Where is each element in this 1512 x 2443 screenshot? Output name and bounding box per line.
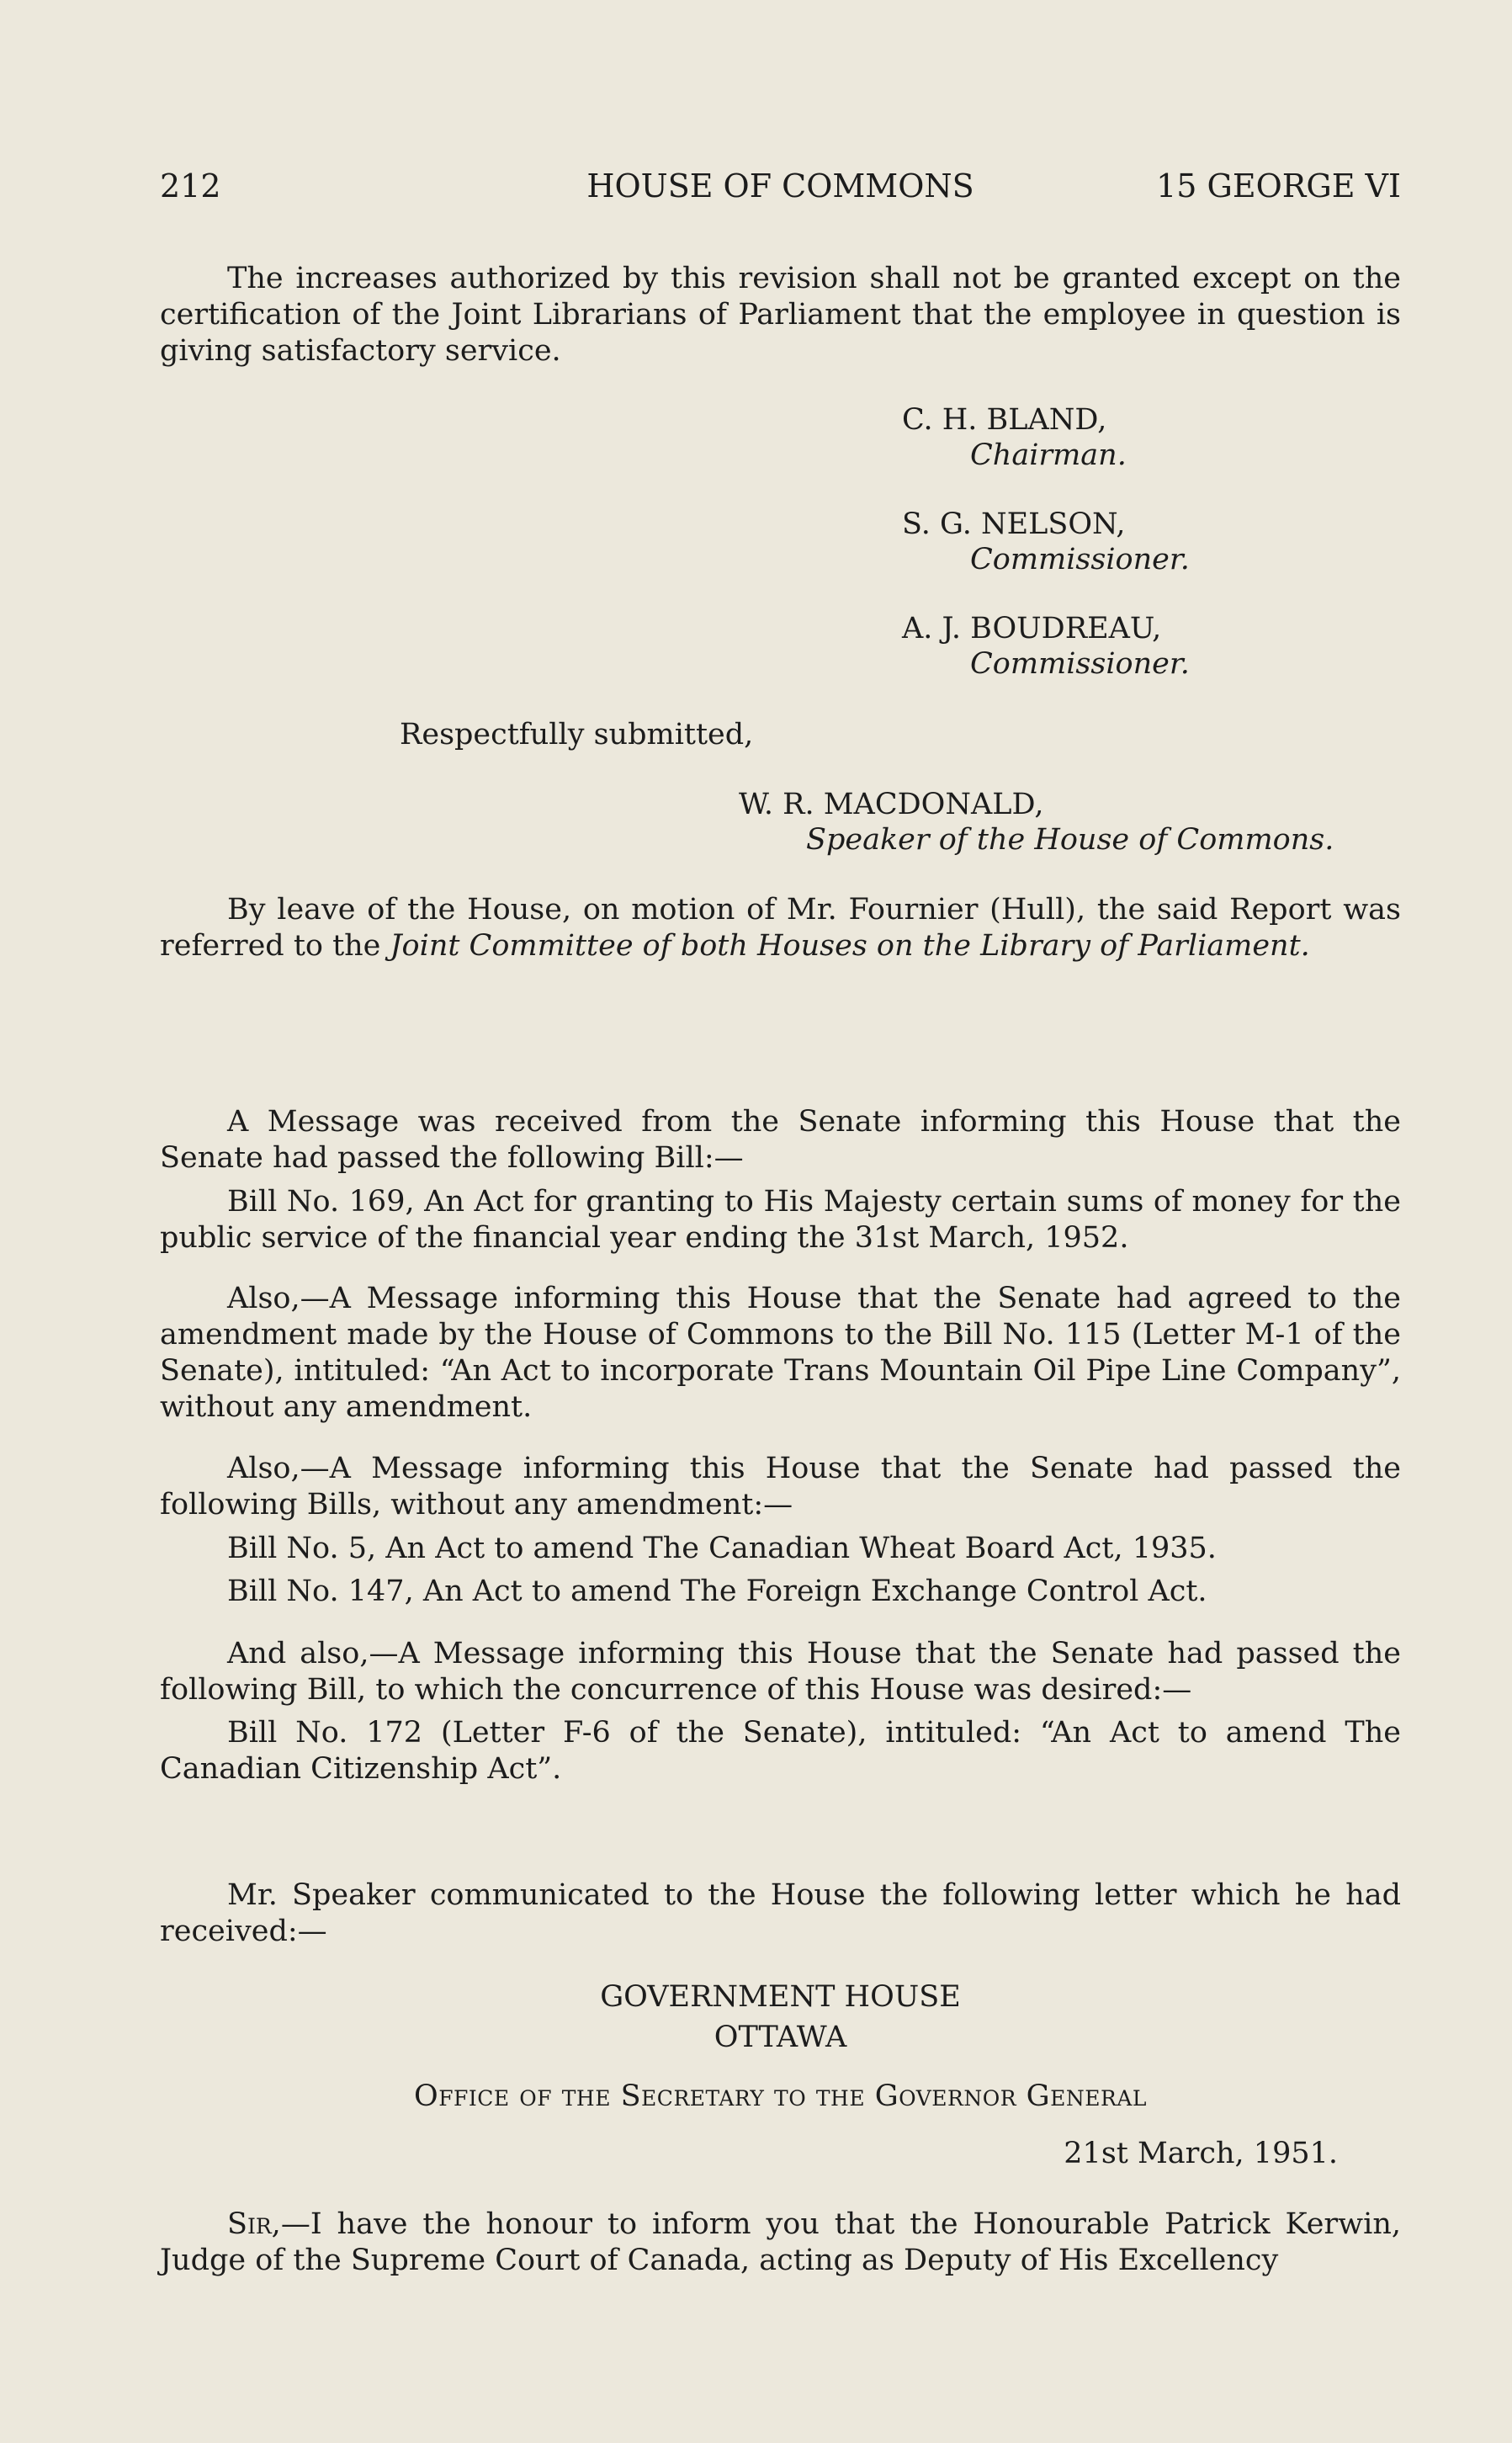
letter-body [160,2207,1401,2279]
letter-heading-ottawa: OTTAWA [714,2021,847,2054]
speaker-name: W. R. MACDONALD, [739,788,1044,821]
paragraph-increases: The increases authorized by this revision shall not be granted except on the certification of the Joint Librarians of Parliament that the employee in question is giving satisfactory service. [160,262,1401,368]
signatory-2-title: Commissioner. [970,543,1190,576]
page-header [160,165,1401,207]
paragraph-bill-172: Bill No. 172 (Letter F-6 of the Senate), intituled: “An Act to amend The Canadian Citizenship Act”. [160,1716,1401,1786]
signatory-1-title: Chairman. [970,438,1127,472]
signatory-2-name: S. G. NELSON, [902,507,1126,541]
signatory-1-name: C. H. BLAND, [902,403,1107,437]
regnal-year: 15 GEORGE VI [1156,167,1401,204]
leave-text: By leave of the House, on motion of Mr. Fournier (Hull), the said Report was referred to the [160,893,1401,963]
paragraph-bill-169: Bill No. 169, An Act for granting to His Majesty certain sums of money for the public service of the financial year ending the 31st March, 1952. [160,1185,1401,1255]
letter-office-line: Office of the Secretary to the Governor General [414,2079,1147,2113]
speaker-title: Speaker of the House of Commons. [806,823,1334,857]
paragraph-speaker-letter: Mr. Speaker communicated to the House the following letter which he had received:— [160,1878,1401,1948]
running-title: HOUSE OF COMMONS [586,167,974,204]
letter-salutation: Sir, [227,2207,281,2241]
signatory-3-title: Commissioner. [970,647,1190,681]
paragraph-and-also: And also,—A Message informing this House that the Senate had passed the following Bill, to which the concurrence of this House was desired:— [160,1637,1401,1707]
leave-committee: Joint Committee of both Houses on the Library of Parliament. [390,929,1310,963]
paragraph-bill-147: Bill No. 147, An Act to amend The Foreign Exchange Control Act. [227,1575,1207,1608]
paragraph-also-amendment: Also,—A Message informing this House that the Senate had agreed to the amendment made by the House of Commons to the Bill No. 115 (Letter M-1 of the Senate), intituled: “An Act to incorporate Trans Mountain Oil Pipe Line Company”, without any amendment. [160,1282,1401,1424]
paragraph-bill-5: Bill No. 5, An Act to amend The Canadian Wheat Board Act, 1935. [227,1532,1217,1565]
letter-body-text: —I have the honour to inform you that the Honourable Patrick Kerwin, Judge of the Supreme Court of Canada, acting as Deputy of His Excellency [160,2207,1401,2277]
signatory-3-name: A. J. BOUDREAU, [902,612,1162,645]
paragraph-message-senate: A Message was received from the Senate informing this House that the Senate had passed the following Bill:— [160,1105,1401,1175]
page-number: 212 [160,167,221,204]
paragraph-also-bills: Also,—A Message informing this House that the Senate had passed the following Bills, without any amendment:— [160,1452,1401,1522]
respectfully-submitted: Respectfully submitted, [400,718,754,751]
paragraph-leave [160,892,1401,964]
letter-date: 21st March, 1951. [1064,2137,1338,2170]
letter-heading-government-house: GOVERNMENT HOUSE [600,1980,961,2014]
